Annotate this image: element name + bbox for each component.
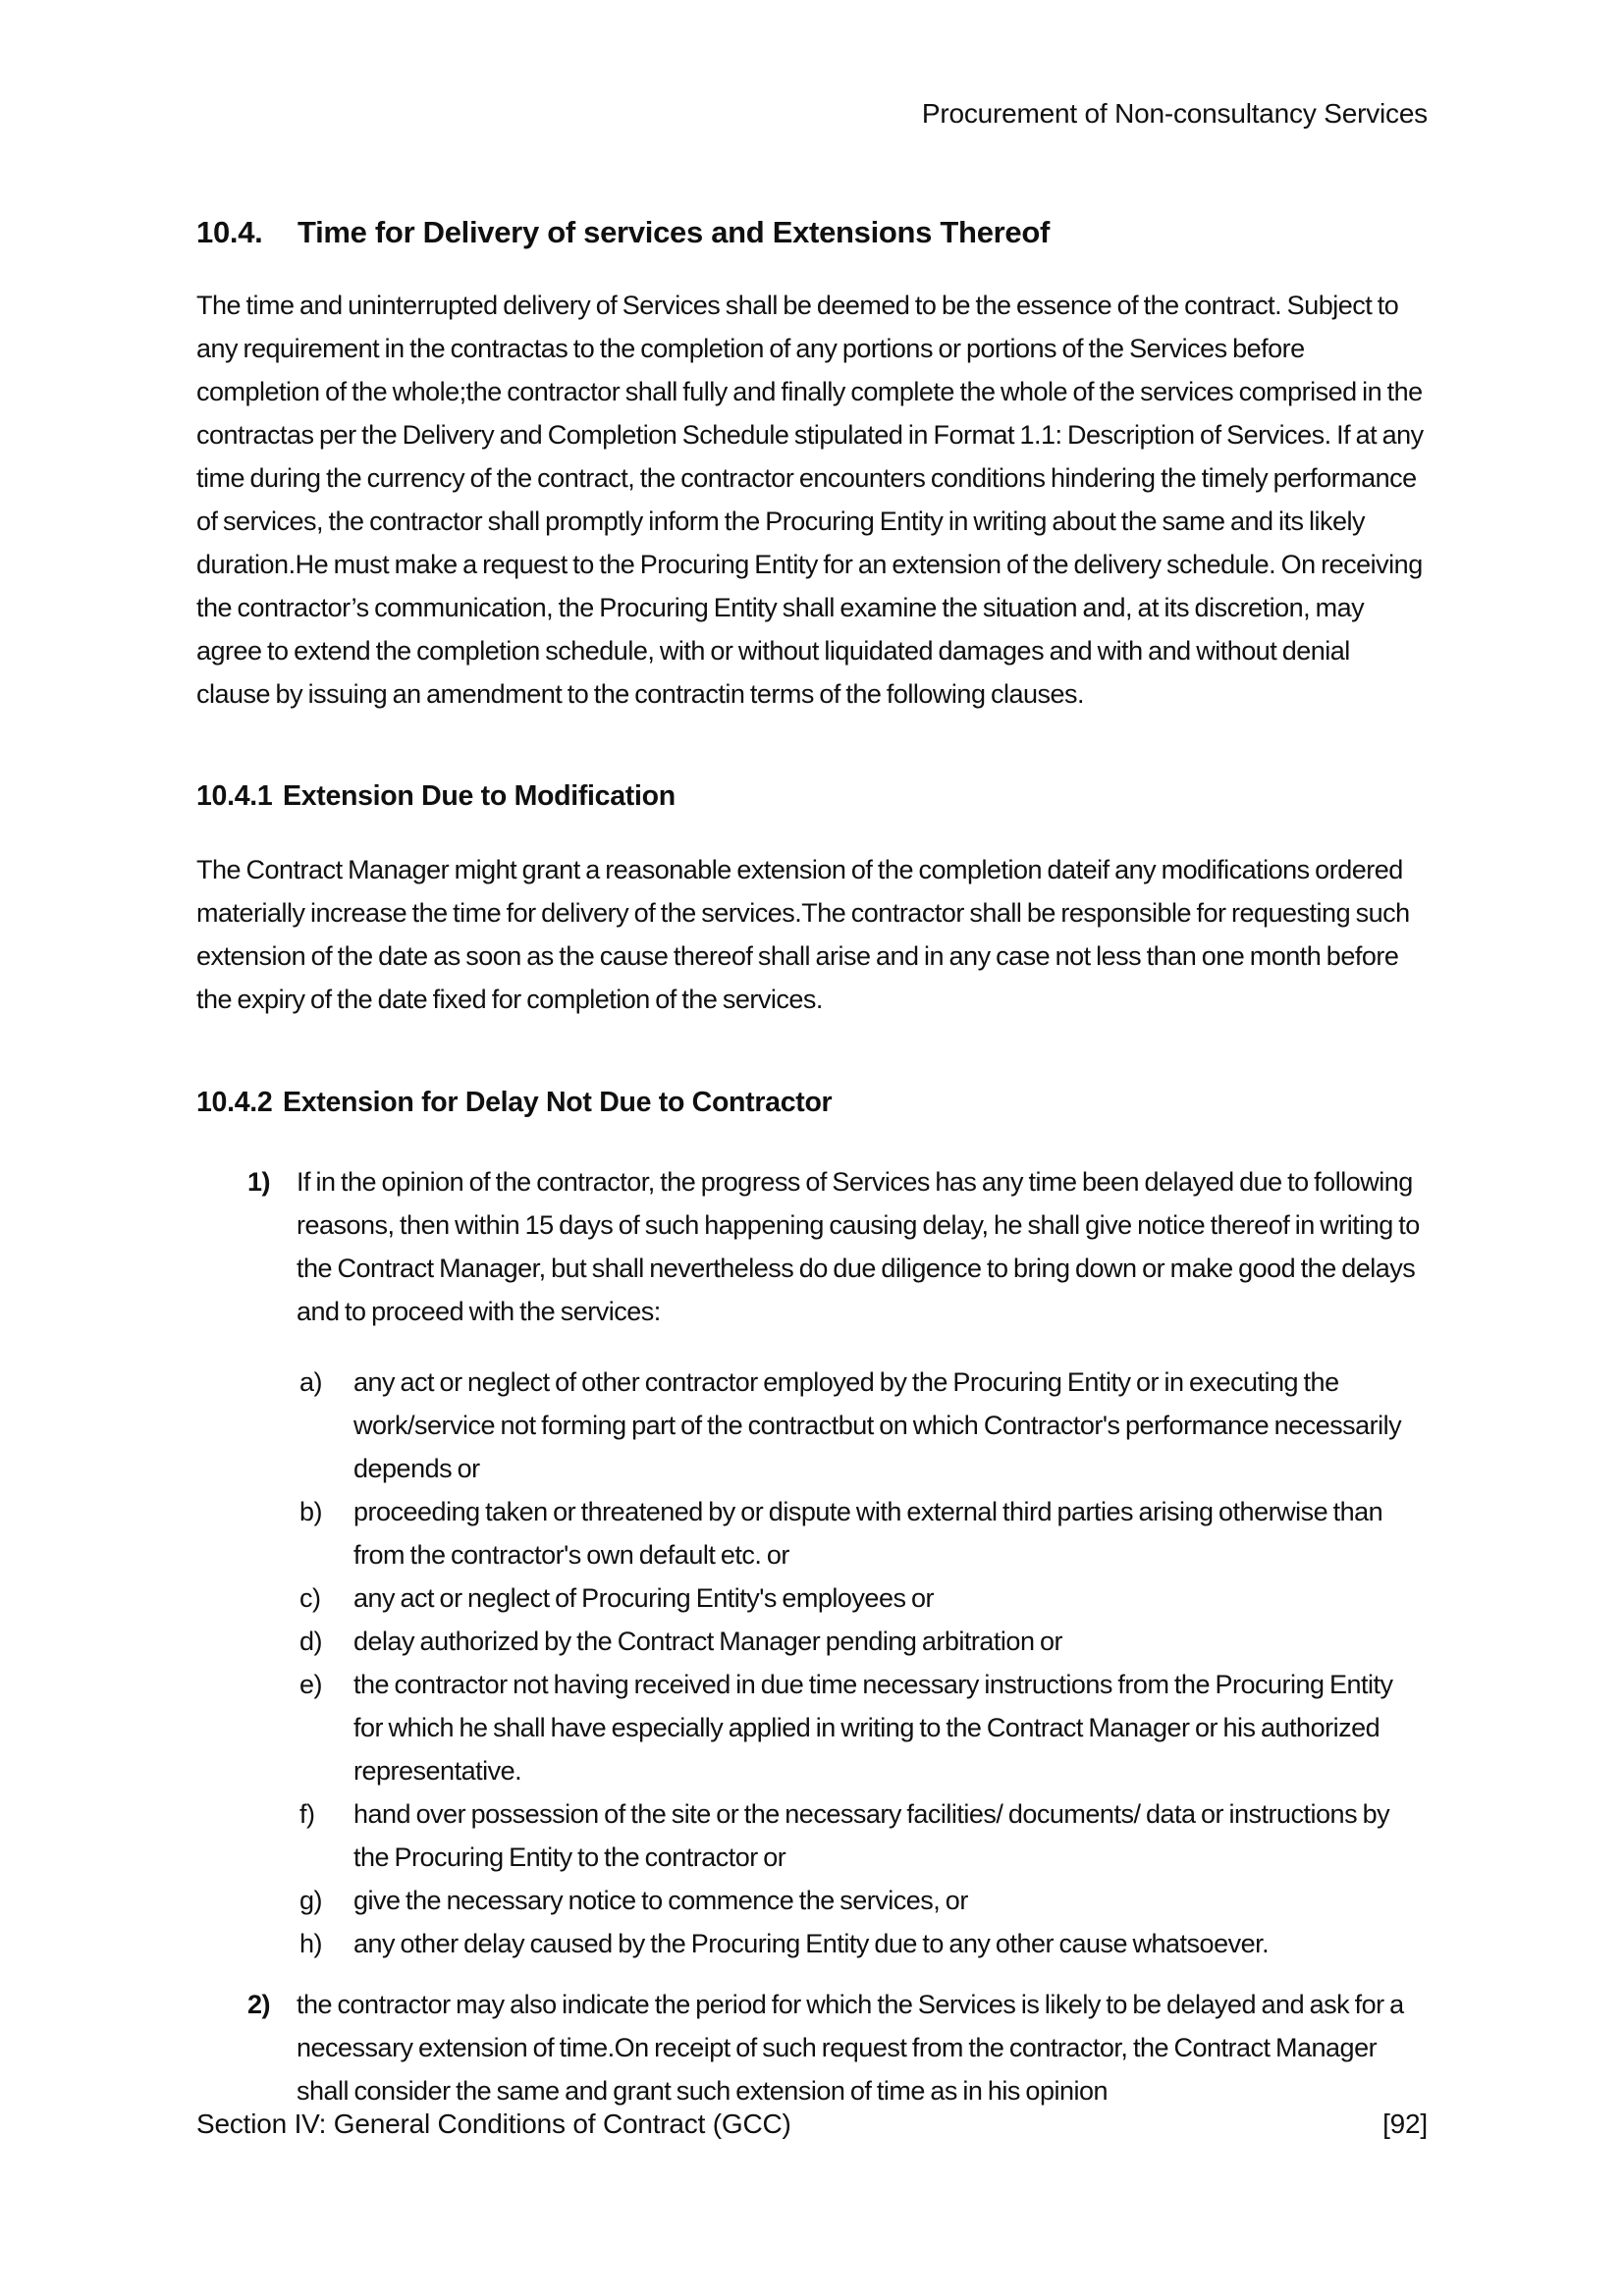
list-item-e <box>196 1663 1428 1792</box>
section-intro-paragraph: The time and uninterrupted delivery of Services shall be deemed to be the essence of the contract. Subject to any requirement in the contractas to the completion of any portions or portions of the Services before completion of the whole;the contractor shall fully and finally complete the whole of the services comprised in the contractas per the Delivery and Completion Schedule stipulated in Format 1.1: Description of Services. If at any time during the currency of the contract, the contractor encounters conditions hindering the timely performance of services, the contractor shall promptly inform the Procuring Entity in writing about the same and its likely duration.He must make a request to the Procuring Entity for an extension of the delivery schedule. On receiving the contractor’s communication, the Procuring Entity shall examine the situation and, at its discretion, may agree to extend the completion schedule, with or without liquidated damages and with and without denial clause by issuing an amendment to the contractin terms of the following clauses. <box>196 291 1424 709</box>
list-item-text: proceeding taken or threatened by or dispute with external third parties arising otherwise than from the contractor's own default etc. or <box>353 1497 1383 1570</box>
list-item-text: any act or neglect of other contractor employed by the Procuring Entity or in executing the work/service not forming part of the contractbut on which Contractor's performance necessarily depends or <box>353 1367 1402 1483</box>
list-item-h <box>196 1922 1428 1965</box>
page-footer <box>196 2109 1428 2140</box>
list-item-a <box>196 1361 1428 1490</box>
list-item-f <box>196 1792 1428 1879</box>
lettered-sublist <box>196 1361 1428 1965</box>
list-item-text: If in the opinion of the contractor, the progress of Services has any time been delayed due to following reasons, then within 15 days of such happening causing delay, he shall give notice thereof in writing to the Contract Manager, but shall nevertheless do due diligence to bring down or make good the delays and to proceed with the services: <box>297 1167 1420 1326</box>
list-item-b <box>196 1490 1428 1576</box>
numbered-item-1 <box>196 1160 1428 1333</box>
footer-section-label: Section IV: General Conditions of Contract (GCC) <box>196 2109 791 2139</box>
subsection-number: 10.4.1 <box>196 780 273 812</box>
section-heading <box>196 215 1428 250</box>
list-item-text: the contractor may also indicate the period for which the Services is likely to be delayed and ask for a necessary extension of time.On receipt of such request from the contractor, the Contract Manager shall consider the same and grant such extension of time as in his opinion <box>297 1990 1404 2106</box>
list-item-text: delay authorized by the Contract Manager pending arbitration or <box>353 1627 1062 1656</box>
list-marker: 1) <box>247 1167 271 1197</box>
list-item-g <box>196 1879 1428 1922</box>
subsection-title: Extension for Delay Not Due to Contractor <box>283 1087 833 1118</box>
list-marker: g) <box>299 1886 323 1915</box>
list-marker: e) <box>299 1670 323 1699</box>
subsection-modification-paragraph: The Contract Manager might grant a reasonable extension of the completion dateif any modifications ordered materially increase the time for delivery of the services.The contractor shall be responsible for requesting such extension of the date as soon as the cause thereof shall arise and in any case not less than one month before the expiry of the date fixed for completion of the services. <box>196 855 1410 1014</box>
list-item-text: any other delay caused by the Procuring Entity due to any other cause whatsoever. <box>353 1929 1270 1958</box>
list-marker: d) <box>299 1627 323 1656</box>
numbered-item-2 <box>196 1983 1428 2112</box>
running-header: Procurement of Non-consultancy Services <box>921 98 1428 129</box>
subsection-heading-delay <box>196 1087 1428 1119</box>
footer-page-number: [92] <box>1382 2109 1428 2139</box>
list-item-text: any act or neglect of Procuring Entity's employees or <box>353 1583 934 1613</box>
subsection-title: Extension Due to Modification <box>283 780 676 812</box>
list-item-text: hand over possession of the site or the necessary facilities/ documents/ data or instructions by the Procuring Entity to the contractor or <box>353 1799 1390 1872</box>
list-marker: a) <box>299 1367 323 1397</box>
list-marker: f) <box>299 1799 315 1829</box>
list-marker: b) <box>299 1497 323 1526</box>
list-item-d <box>196 1620 1428 1663</box>
list-item-text: give the necessary notice to commence the services, or <box>353 1886 968 1915</box>
list-item-text: the contractor not having received in due time necessary instructions from the Procuring Entity for which he shall have especially applied in writing to the Contract Manager or his authorized representative. <box>353 1670 1393 1786</box>
list-marker: h) <box>299 1929 323 1958</box>
subsection-number: 10.4.2 <box>196 1087 273 1118</box>
list-marker: 2) <box>247 1990 271 2019</box>
section-title: Time for Delivery of services and Extensions Thereof <box>298 215 1051 249</box>
section-number: 10.4. <box>196 215 263 249</box>
list-item-c <box>196 1576 1428 1620</box>
subsection-heading-modification <box>196 780 1428 813</box>
list-marker: c) <box>299 1583 321 1613</box>
